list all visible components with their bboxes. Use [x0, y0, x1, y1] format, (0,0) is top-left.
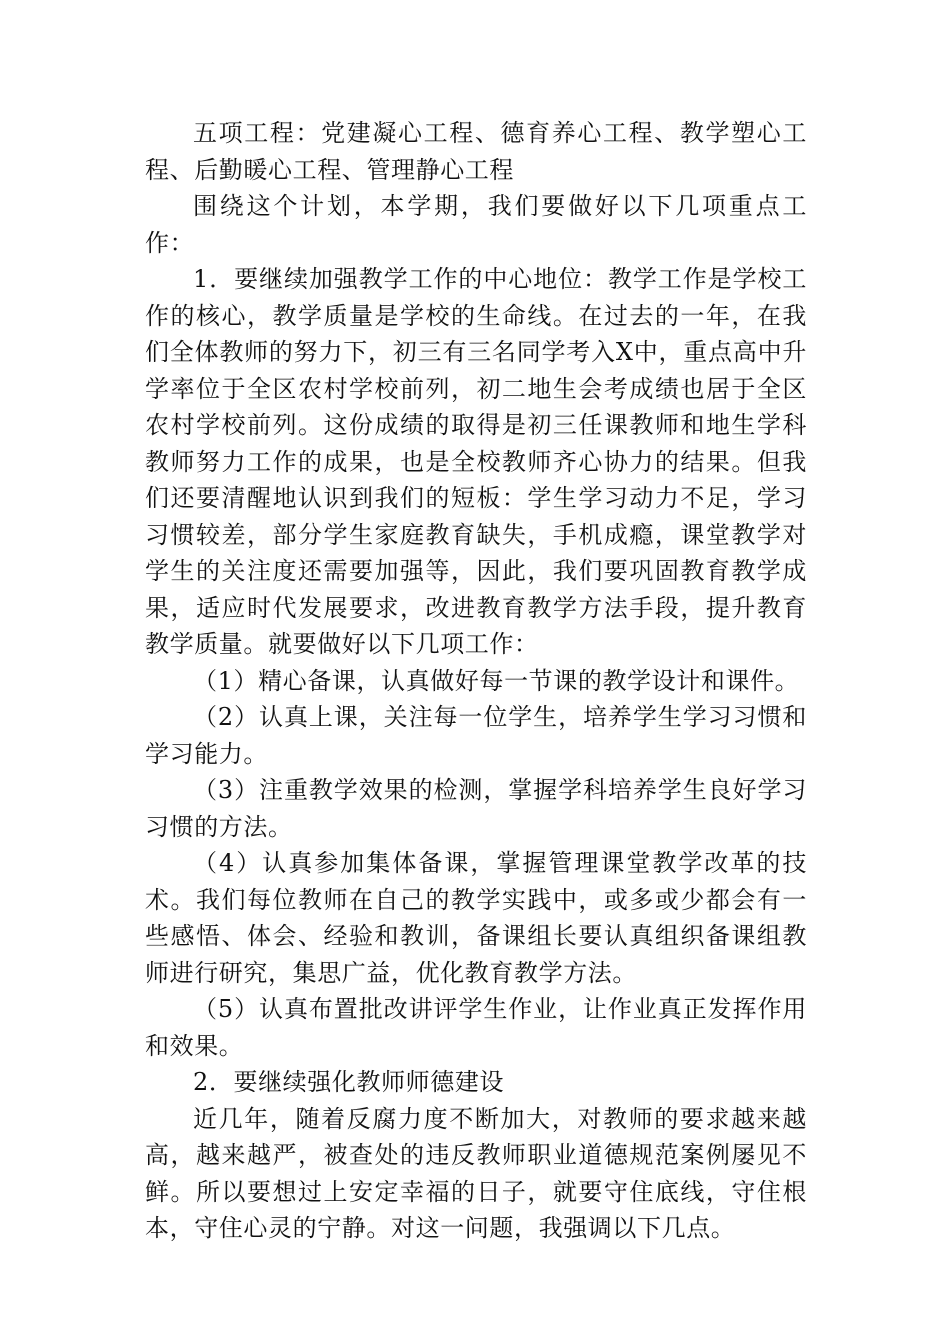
document-page: [145, 115, 807, 1247]
paragraph-item-5: （5）认真布置批改讲评学生作业，让作业真正发挥作用和效果。: [145, 995, 807, 1060]
paragraph-item-2: （2）认真上课，关注每一位学生，培养学生学习习惯和学习能力。: [145, 703, 807, 768]
paragraph-key-tasks-intro: 围绕这个计划，本学期，我们要做好以下几项重点工作：: [145, 192, 807, 257]
paragraph-item-1: （1）精心备课，认真做好每一节课的教学设计和课件。: [193, 666, 800, 695]
paragraph-item-4: （4）认真参加集体备课，掌握管理课堂教学改革的技术。我们每位教师在自己的教学实践中，或多或少都会有一些感悟、体会、经验和教训，备课组长要认真组织备课组教师进行研究，集思广益，优化教育教学方法。: [145, 849, 807, 987]
paragraph-ethics-body: 近几年，随着反腐力度不断加大，对教师的要求越来越高，越来越严，被查处的违反教师职业道德规范案例屡见不鲜。所以要想过上安定幸福的日子，就要守住底线，守住根本，守住心灵的宁静。对这一问题，我强调以下几点。: [145, 1104, 807, 1242]
paragraph-item-3: （3）注重教学效果的检测，掌握学科培养学生良好学习习惯的方法。: [145, 776, 807, 841]
paragraph-five-projects: 五项工程：党建凝心工程、德育养心工程、教学塑心工程、后勤暖心工程、管理静心工程: [145, 119, 807, 184]
paragraph-teaching-center: 1．要继续加强教学工作的中心地位：教学工作是学校工作的核心，教学质量是学校的生命线。在过去的一年，在我们全体教师的努力下，初三有三名同学考入X中，重点高中升学率位于全区农村学校前列，初二地生会考成绩也居于全区农村学校前列。这份成绩的取得是初三任课教师和地生学科教师努力工作的成果，也是全校教师齐心协力的结果。但我们还要清醒地认识到我们的短板：学生学习动力不足，学习习惯较差，部分学生家庭教育缺失，手机成瘾，课堂教学对学生的关注度还需要加强等，因此，我们要巩固教育教学成果，适应时代发展要求，改进教育教学方法手段，提升教育教学质量。就要做好以下几项工作：: [145, 265, 807, 658]
paragraph-ethics-heading: 2．要继续强化教师师德建设: [193, 1068, 505, 1096]
